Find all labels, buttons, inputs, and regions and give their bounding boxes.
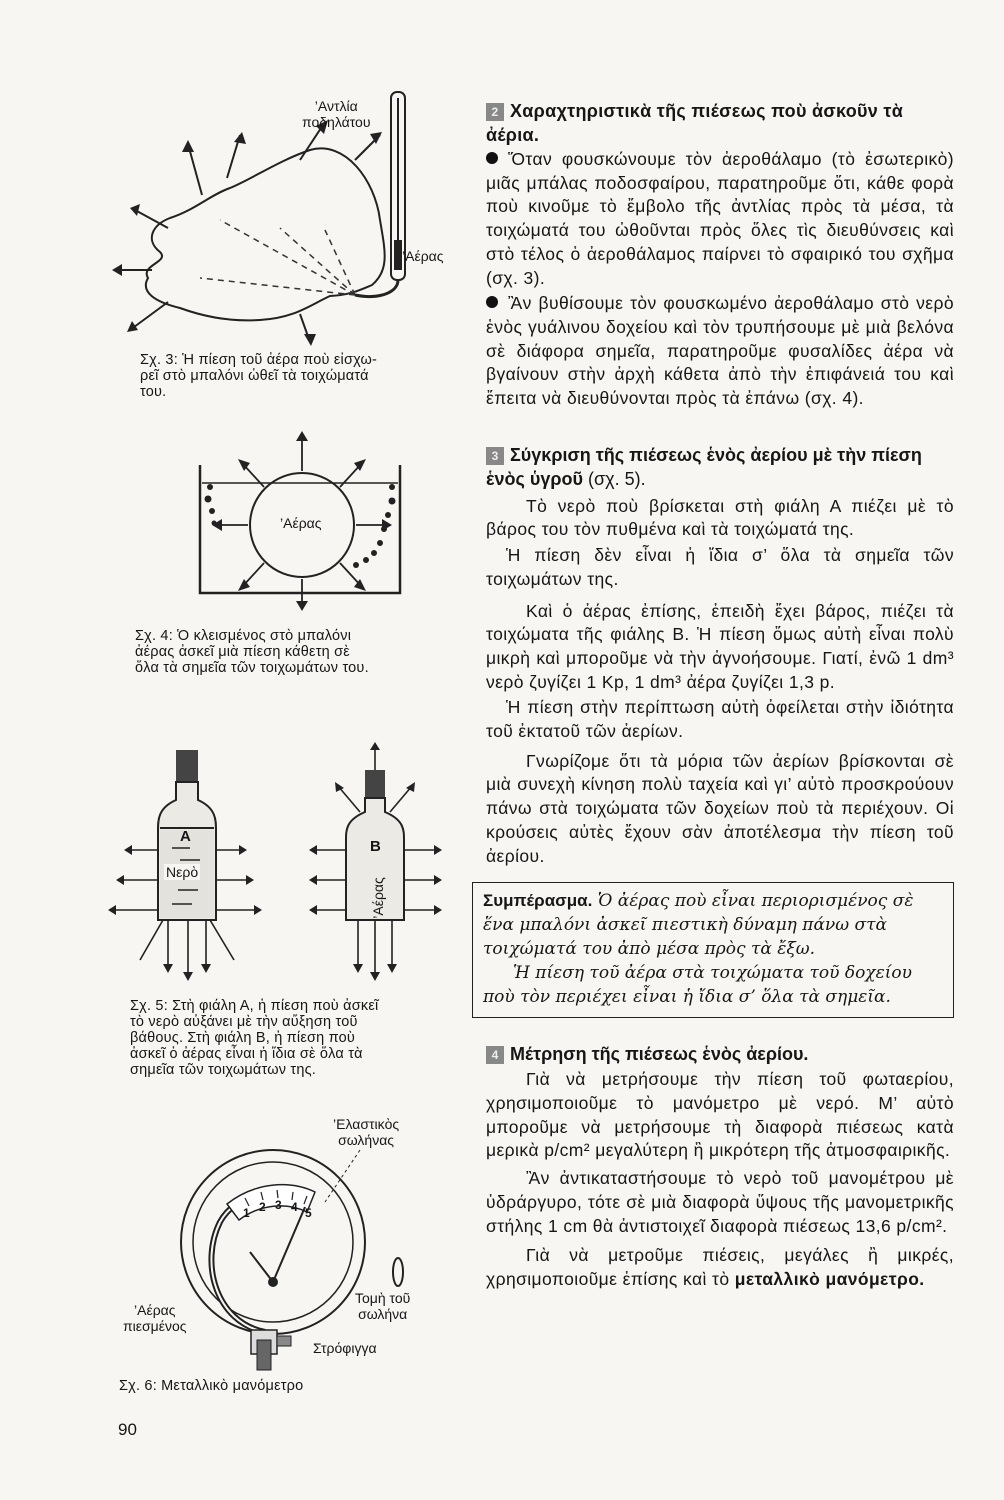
conclusion-label: Συμπέρασμα. xyxy=(483,891,593,911)
section-4-p2: Ἂν ἀντικαταστήσουμε τὸ νερὸ τοῦ μανομέτρου μὲ ὑδράργυρο, τότε σὲ μιὰ διαφορὰ ὕψους τῆς μανομετρικῆς στήλης 1 cm θὰ ἀντιστοιχεῖ διαφορὰ πιέσεως 13,6 p/cm². xyxy=(486,1168,954,1236)
section-3-p4: Ἡ πίεση στὴν περίπτωση αὐτὴ ὀφείλεται στὴν ἰδιότητα τοῦ ἐκτατοῦ τῶν ἀερίων. xyxy=(486,697,954,742)
section-2-bullet-2-text: Ἂν βυθίσουμε τὸν φουσκωμένο ἀεροθάλαμο στὸ νερὸ ἑνὸς γυάλινου δοχείου καὶ τὸν τρυπήσουμε μὲ μιὰ βελόνα σὲ διάφορα σημεῖα, παρατηροῦμε φυσαλίδες ἀέρα νὰ βγαίνουν στὴν ἀρχὴ κάθετα ἀπὸ τὴν ἐπιφάνειά του καὶ ἔπειτα νὰ διευθύνονται πρὸς τὰ ἐπάνω (σχ. 4). xyxy=(486,293,954,409)
fig5-caption-4: ἀσκεῖ ὁ ἀέρας εἶναι ἡ ἴδια σὲ ὅλα τὰ xyxy=(130,1046,363,1062)
section-2-number: 2 xyxy=(486,103,504,121)
section-2-title-2: ἀέρια. xyxy=(486,125,540,145)
conclusion-text-1: Ὁ ἀέρας ποὺ εἶναι περιορισμένος σὲ ἕνα μπαλόνι ἀσκεῖ πιεστικὴ δύναμη πάνω στὰ τοιχώματά του ἀπὸ μέσα πρὸς τὰ ἔξω. xyxy=(483,891,914,960)
fig6-pressurized-air-1: ’Αέρας xyxy=(134,1302,176,1318)
section-3-title-suffix: (σχ. 5). xyxy=(583,468,646,489)
fig6-valve-label: Στρόφιγγα xyxy=(313,1340,377,1356)
fig3-pump-label-1: ’Αντλία xyxy=(314,98,358,114)
fig5-caption-1: Σχ. 5: Στὴ φιάλη Α, ἡ πίεση ποὺ ἀσκεῖ xyxy=(130,998,379,1014)
section-4-number: 4 xyxy=(486,1046,504,1064)
bullet-icon xyxy=(486,152,498,164)
section-2-bullet-2 xyxy=(486,292,954,411)
section-3-p2: Ἡ πίεση δὲν εἶναι ἡ ἴδια σ’ ὅλα τὰ σημεῖα τῶν τοιχωμάτων της. xyxy=(486,545,954,589)
fig5-caption-2: τὸ νερὸ αὐξάνει μὲ τὴν αὔξηση τοῦ xyxy=(130,1014,358,1030)
fig6-drawing xyxy=(115,1112,455,1382)
fig6-scale-1: 1 xyxy=(243,1206,250,1220)
figure-4 xyxy=(130,425,460,690)
fig6-tube-section-2: σωλήνα xyxy=(358,1306,408,1322)
section-2-heading xyxy=(486,99,954,147)
fig6-elastic-tube-1: ’Ελαστικὸς xyxy=(333,1116,400,1132)
fig4-air-label: ’Αέρας xyxy=(280,515,322,531)
text-column xyxy=(483,99,954,1292)
section-2-bullet-1-text: Ὅταν φουσκώνουμε τὸν ἀεροθάλαμο (τὸ ἐσωτερικὸ) μιᾶς μπάλας ποδοσφαίρου, παρατηροῦμε ὅτι, κάθε φορὰ ποὺ κινοῦμε τὸ ἔμβολο τῆς ἀντλίας πρὸς τὰ μέσα, τὰ τοιχώματά του ὠθοῦνται πρὸς ὅλες τὶς διευθύνσεις καὶ στὸ τέλος ὁ ἀεροθάλαμος παίρνει τὸ σφαιρικό του σχῆμα (σχ. 3). xyxy=(486,149,954,288)
fig6-scale-2: 2 xyxy=(259,1200,266,1214)
fig4-caption-1: Σχ. 4: Ὁ κλεισμένος στὸ μπαλόνι xyxy=(135,628,352,644)
section-2-title-1: Χαραχτηριστικὰ τῆς πιέσεως ποὺ ἀσκοῦν τὰ xyxy=(510,101,904,121)
fig3-caption-3: του. xyxy=(140,384,167,400)
section-4-p3-bold: μεταλλικὸ μανόμετρο. xyxy=(734,1268,925,1289)
section-3-p3: Καὶ ὁ ἀέρας ἐπίσης, ἐπειδὴ ἔχει βάρος, πιέζει τὰ τοιχώματα τῆς φιάλης Β. Ἡ πίεση ὅμως αὐτὴ εἶναι πολὺ μικρὴ καὶ μποροῦμε νὰ τὴν ἀγνοήσουμε. Γιατί, ἐνῶ 1 dm³ νερὸ ζυγίζει 1 Kp, 1 dm³ ἀέρα ζυγίζει 1,3 p. xyxy=(486,600,954,692)
section-4-title: Μέτρηση τῆς πιέσεως ἑνὸς ἀερίου. xyxy=(510,1044,809,1065)
section-3-heading xyxy=(486,443,954,491)
section-3-p1: Τὸ νερὸ ποὺ βρίσκεται στὴ φιάλη Α πιέζει μὲ τὸ βάρος του τὸν πυθμένα καὶ τὰ τοιχώματά της. xyxy=(486,495,954,540)
conclusion-text-2: Ἡ πίεση τοῦ ἀέρα στὰ τοιχώματα τοῦ δοχείου ποὺ τὸν περιέχει εἶναι ἡ ἴδια σ’ ὅλα τὰ σημεῖα. xyxy=(483,963,912,1008)
fig5-bottle-a-letter: A xyxy=(180,828,191,845)
section-3-p5: Γνωρίζομε ὅτι τὰ μόρια τῶν ἀερίων βρίσκονται σὲ μιὰ συνεχὴ κίνηση πολὺ ταχεία καὶ γι’ αὐτὸ προσκρούουν πάνω στὰ τοιχώματα τῶν δοχείων ποὺ τὰ περιέχουν. Οἱ κρούσεις αὐτὲς ἔχουν σὰν ἀποτέλεσμα τὴν πίεση τοῦ ἀερίου. xyxy=(486,750,954,866)
fig3-caption-1: Σχ. 3: Ἡ πίεση τοῦ ἀέρα ποὺ εἰσχω- xyxy=(140,352,378,368)
fig5-drawing xyxy=(108,740,448,990)
section-4-p1: Γιὰ νὰ μετρήσουμε τὴν πίεση τοῦ φωταερίου, χρησιμοποιοῦμε τὸ μανόμετρο μὲ νερό. Μ’ αὐτὸ μποροῦμε νὰ μετρήσουμε τὴ διαφορὰ πιέσεως κατὰ μερικὰ p/cm² μεγαλύτερη ἢ μικρότερη τῆς ἀτμοσφαιρικῆς. xyxy=(486,1069,954,1161)
bullet-icon xyxy=(486,296,498,308)
fig4-caption-3: ὅλα τὰ σημεῖα τῶν τοιχωμάτων του. xyxy=(135,660,369,676)
fig6-scale-5: 5 xyxy=(305,1206,312,1220)
fig6-scale-3: 3 xyxy=(275,1198,282,1212)
section-2-bullet-1 xyxy=(486,148,954,290)
page-number: 90 xyxy=(118,1420,137,1439)
figure-5 xyxy=(108,740,448,1090)
fig5-bottle-b-content: ’Αέρας xyxy=(370,877,386,919)
fig6-pressurized-air-2: πιεσμένος xyxy=(123,1318,187,1334)
fig3-drawing xyxy=(110,80,480,350)
section-4-p3 xyxy=(486,1244,954,1291)
section-3-title: Σύγκριση τῆς πιέσεως ἑνὸς ἀερίου μὲ τὴν πίεση ἑνὸς ὑγροῦ xyxy=(486,444,922,489)
fig5-bottle-a-content: Νερὸ xyxy=(166,864,199,880)
section-4-heading xyxy=(486,1042,954,1066)
fig6-elastic-tube-2: σωλήνας xyxy=(338,1132,395,1148)
figure-6 xyxy=(115,1112,455,1402)
fig3-caption-2: ρεῖ στὸ μπαλόνι ὠθεῖ τὰ τοιχώματά xyxy=(140,368,369,384)
fig5-bottle-b-letter: B xyxy=(370,838,381,855)
fig4-caption-2: ἀέρας ἀσκεῖ μιὰ πίεση κάθετη σὲ xyxy=(135,644,350,660)
fig6-caption: Σχ. 6: Μεταλλικὸ μανόμετρο xyxy=(119,1378,304,1394)
fig3-air-label: ’Αέρας xyxy=(402,248,444,264)
fig6-scale-4: 4 xyxy=(291,1200,298,1214)
conclusion-box xyxy=(472,882,954,1018)
fig5-caption-3: βάθους. Στὴ φιάλη Β, ἡ πίεση ποὺ xyxy=(130,1030,356,1046)
fig3-pump-label-2: ποδηλάτου xyxy=(302,114,371,130)
section-4-p3-text: Γιὰ νὰ μετροῦμε πιέσεις, μεγάλες ἢ μικρές, χρησιμοποιοῦμε ἐπίσης καὶ τὸ xyxy=(486,1245,954,1289)
section-3-number: 3 xyxy=(486,447,504,465)
fig5-caption-5: σημεῖα τῶν τοιχωμάτων της. xyxy=(130,1062,317,1078)
figure-3 xyxy=(110,80,480,410)
fig6-tube-section-1: Τομὴ τοῦ xyxy=(355,1290,411,1306)
